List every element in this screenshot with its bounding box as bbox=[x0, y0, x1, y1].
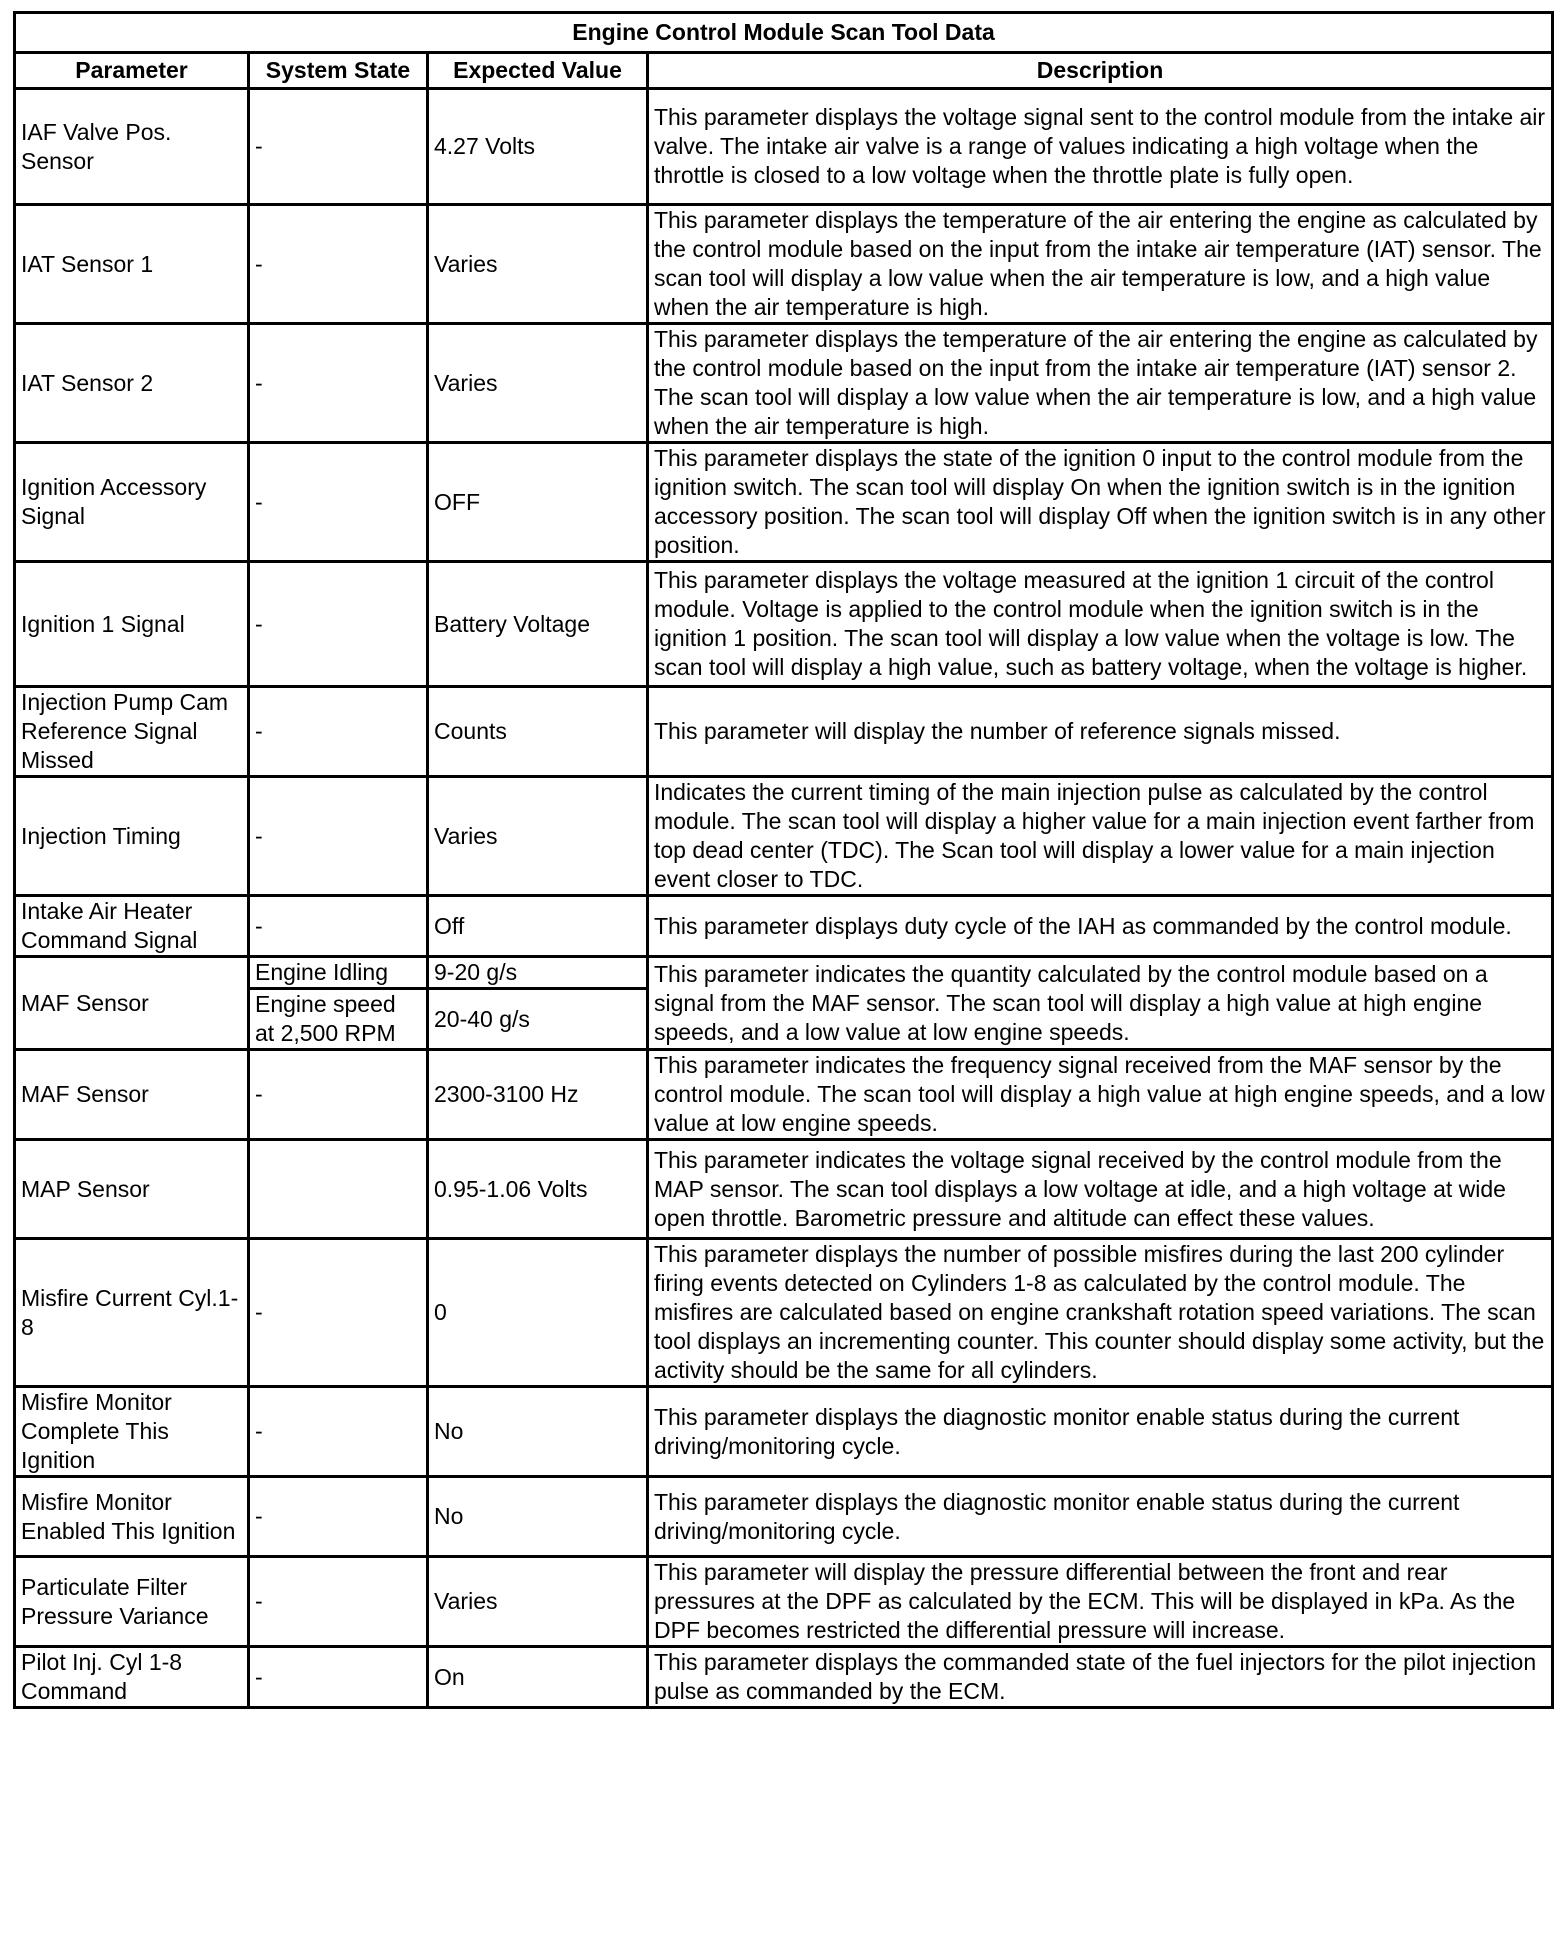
table-row bbox=[15, 205, 1553, 324]
description-cell: This parameter will display the number of reference signals missed. bbox=[648, 687, 1553, 777]
table-header-row bbox=[15, 53, 1553, 89]
table-row bbox=[15, 1140, 1553, 1239]
system-state-cell: Engine speed at 2,500 RPM bbox=[249, 989, 428, 1050]
system-state-cell: - bbox=[249, 896, 428, 957]
parameter-cell: Misfire Monitor Complete This Ignition bbox=[15, 1387, 249, 1477]
expected-value-cell: Battery Voltage bbox=[428, 562, 648, 687]
description-cell: This parameter indicates the frequency signal received from the MAF sensor by the control module. The scan tool will display a high value at high engine speeds, and a low value at low engine speeds. bbox=[648, 1050, 1553, 1140]
table-row bbox=[15, 957, 1553, 989]
parameter-cell: Ignition Accessory Signal bbox=[15, 443, 249, 562]
parameter-cell: Misfire Monitor Enabled This Ignition bbox=[15, 1477, 249, 1557]
system-state-cell: - bbox=[249, 777, 428, 896]
parameter-cell: Pilot Inj. Cyl 1-8 Command bbox=[15, 1647, 249, 1708]
parameter-cell: MAF Sensor bbox=[15, 957, 249, 1050]
parameter-cell: MAP Sensor bbox=[15, 1140, 249, 1239]
table-row bbox=[15, 1647, 1553, 1708]
table-row bbox=[15, 687, 1553, 777]
parameter-cell: MAF Sensor bbox=[15, 1050, 249, 1140]
system-state-cell: - bbox=[249, 443, 428, 562]
description-cell: This parameter indicates the quantity calculated by the control module based on a signal from the MAF sensor. The scan tool will display a high value at high engine speeds, and a low value at low engine speeds. bbox=[648, 957, 1553, 1050]
table-title-row bbox=[15, 13, 1553, 53]
table-row bbox=[15, 443, 1553, 562]
parameter-cell: Injection Pump Cam Reference Signal Missed bbox=[15, 687, 249, 777]
table-row bbox=[15, 1477, 1553, 1557]
description-cell: This parameter displays the temperature of the air entering the engine as calculated by the control module based on the input from the intake air temperature (IAT) sensor. The scan tool will display a low value when the air temperature is low, and a high value when the air temperature is high. bbox=[648, 205, 1553, 324]
expected-value-cell: 2300-3100 Hz bbox=[428, 1050, 648, 1140]
description-cell: This parameter displays duty cycle of the IAH as commanded by the control module. bbox=[648, 896, 1553, 957]
column-header: System State bbox=[249, 53, 428, 89]
expected-value-cell: Varies bbox=[428, 324, 648, 443]
parameter-cell: IAF Valve Pos. Sensor bbox=[15, 89, 249, 205]
system-state-cell: - bbox=[249, 1387, 428, 1477]
description-cell: This parameter will display the pressure differential between the front and rear pressures at the DPF as calculated by the ECM. This will be displayed in kPa. As the DPF becomes restricted the differential pressure will increase. bbox=[648, 1557, 1553, 1647]
expected-value-cell: Varies bbox=[428, 205, 648, 324]
table-row bbox=[15, 89, 1553, 205]
system-state-cell: - bbox=[249, 1050, 428, 1140]
table-row bbox=[15, 1050, 1553, 1140]
system-state-cell: - bbox=[249, 89, 428, 205]
description-cell: Indicates the current timing of the main injection pulse as calculated by the control module. The scan tool will display a higher value for a main injection event farther from top dead center (TDC). The Scan tool will display a lower value for a main injection event closer to TDC. bbox=[648, 777, 1553, 896]
expected-value-cell: 4.27 Volts bbox=[428, 89, 648, 205]
description-cell: This parameter displays the number of possible misfires during the last 200 cylinder firing events detected on Cylinders 1-8 as calculated by the control module. The misfires are calculated based on engine crankshaft rotation speed variations. The scan tool displays an incrementing counter. This counter should display some activity, but the activity should be the same for all cylinders. bbox=[648, 1239, 1553, 1387]
expected-value-cell: Off bbox=[428, 896, 648, 957]
expected-value-cell: 0.95-1.06 Volts bbox=[428, 1140, 648, 1239]
description-cell: This parameter indicates the voltage signal received by the control module from the MAP sensor. The scan tool displays a low voltage at idle, and a high voltage at wide open throttle. Barometric pressure and altitude can effect these values. bbox=[648, 1140, 1553, 1239]
table-row bbox=[15, 324, 1553, 443]
expected-value-cell: Varies bbox=[428, 1557, 648, 1647]
table-body bbox=[15, 89, 1553, 1708]
description-cell: This parameter displays the voltage signal sent to the control module from the intake air valve. The intake air valve is a range of values indicating a high voltage when the throttle is closed to a low voltage when the throttle plate is fully open. bbox=[648, 89, 1553, 205]
column-header: Expected Value bbox=[428, 53, 648, 89]
scan-tool-data-table bbox=[13, 11, 1554, 1709]
table-row bbox=[15, 777, 1553, 896]
system-state-cell: - bbox=[249, 205, 428, 324]
expected-value-cell: No bbox=[428, 1387, 648, 1477]
expected-value-cell: On bbox=[428, 1647, 648, 1708]
system-state-cell: - bbox=[249, 562, 428, 687]
description-cell: This parameter displays the commanded state of the fuel injectors for the pilot injection pulse as commanded by the ECM. bbox=[648, 1647, 1553, 1708]
system-state-cell: - bbox=[249, 1239, 428, 1387]
table-row bbox=[15, 1239, 1553, 1387]
expected-value-cell: OFF bbox=[428, 443, 648, 562]
system-state-cell: - bbox=[249, 1647, 428, 1708]
expected-value-cell: 0 bbox=[428, 1239, 648, 1387]
parameter-cell: IAT Sensor 2 bbox=[15, 324, 249, 443]
column-header: Description bbox=[648, 53, 1553, 89]
expected-value-cell: 20-40 g/s bbox=[428, 989, 648, 1050]
system-state-cell: - bbox=[249, 324, 428, 443]
description-cell: This parameter displays the state of the ignition 0 input to the control module from the ignition switch. The scan tool will display On when the ignition switch is in the ignition accessory position. The scan tool will display Off when the ignition switch is in any other position. bbox=[648, 443, 1553, 562]
expected-value-cell: No bbox=[428, 1477, 648, 1557]
expected-value-cell: Varies bbox=[428, 777, 648, 896]
description-cell: This parameter displays the diagnostic monitor enable status during the current driving/monitoring cycle. bbox=[648, 1387, 1553, 1477]
parameter-cell: Intake Air Heater Command Signal bbox=[15, 896, 249, 957]
system-state-cell: - bbox=[249, 1477, 428, 1557]
table-row bbox=[15, 896, 1553, 957]
expected-value-cell: 9-20 g/s bbox=[428, 957, 648, 989]
parameter-cell: Injection Timing bbox=[15, 777, 249, 896]
system-state-cell: Engine Idling bbox=[249, 957, 428, 989]
system-state-cell bbox=[249, 1140, 428, 1239]
table-title: Engine Control Module Scan Tool Data bbox=[15, 13, 1553, 53]
parameter-cell: Particulate Filter Pressure Variance bbox=[15, 1557, 249, 1647]
expected-value-cell: Counts bbox=[428, 687, 648, 777]
table-row bbox=[15, 1557, 1553, 1647]
table-row bbox=[15, 562, 1553, 687]
parameter-cell: Ignition 1 Signal bbox=[15, 562, 249, 687]
system-state-cell: - bbox=[249, 687, 428, 777]
description-cell: This parameter displays the voltage measured at the ignition 1 circuit of the control module. Voltage is applied to the control module when the ignition switch is in the ignition 1 position. The scan tool will display a low value when the voltage is low. The scan tool will display a high value, such as battery voltage, when the voltage is higher. bbox=[648, 562, 1553, 687]
system-state-cell: - bbox=[249, 1557, 428, 1647]
column-header: Parameter bbox=[15, 53, 249, 89]
table-row bbox=[15, 1387, 1553, 1477]
description-cell: This parameter displays the diagnostic monitor enable status during the current driving/monitoring cycle. bbox=[648, 1477, 1553, 1557]
parameter-cell: IAT Sensor 1 bbox=[15, 205, 249, 324]
description-cell: This parameter displays the temperature of the air entering the engine as calculated by the control module based on the input from the intake air temperature (IAT) sensor 2. The scan tool will display a low value when the air temperature is low, and a high value when the air temperature is high. bbox=[648, 324, 1553, 443]
parameter-cell: Misfire Current Cyl.1-8 bbox=[15, 1239, 249, 1387]
